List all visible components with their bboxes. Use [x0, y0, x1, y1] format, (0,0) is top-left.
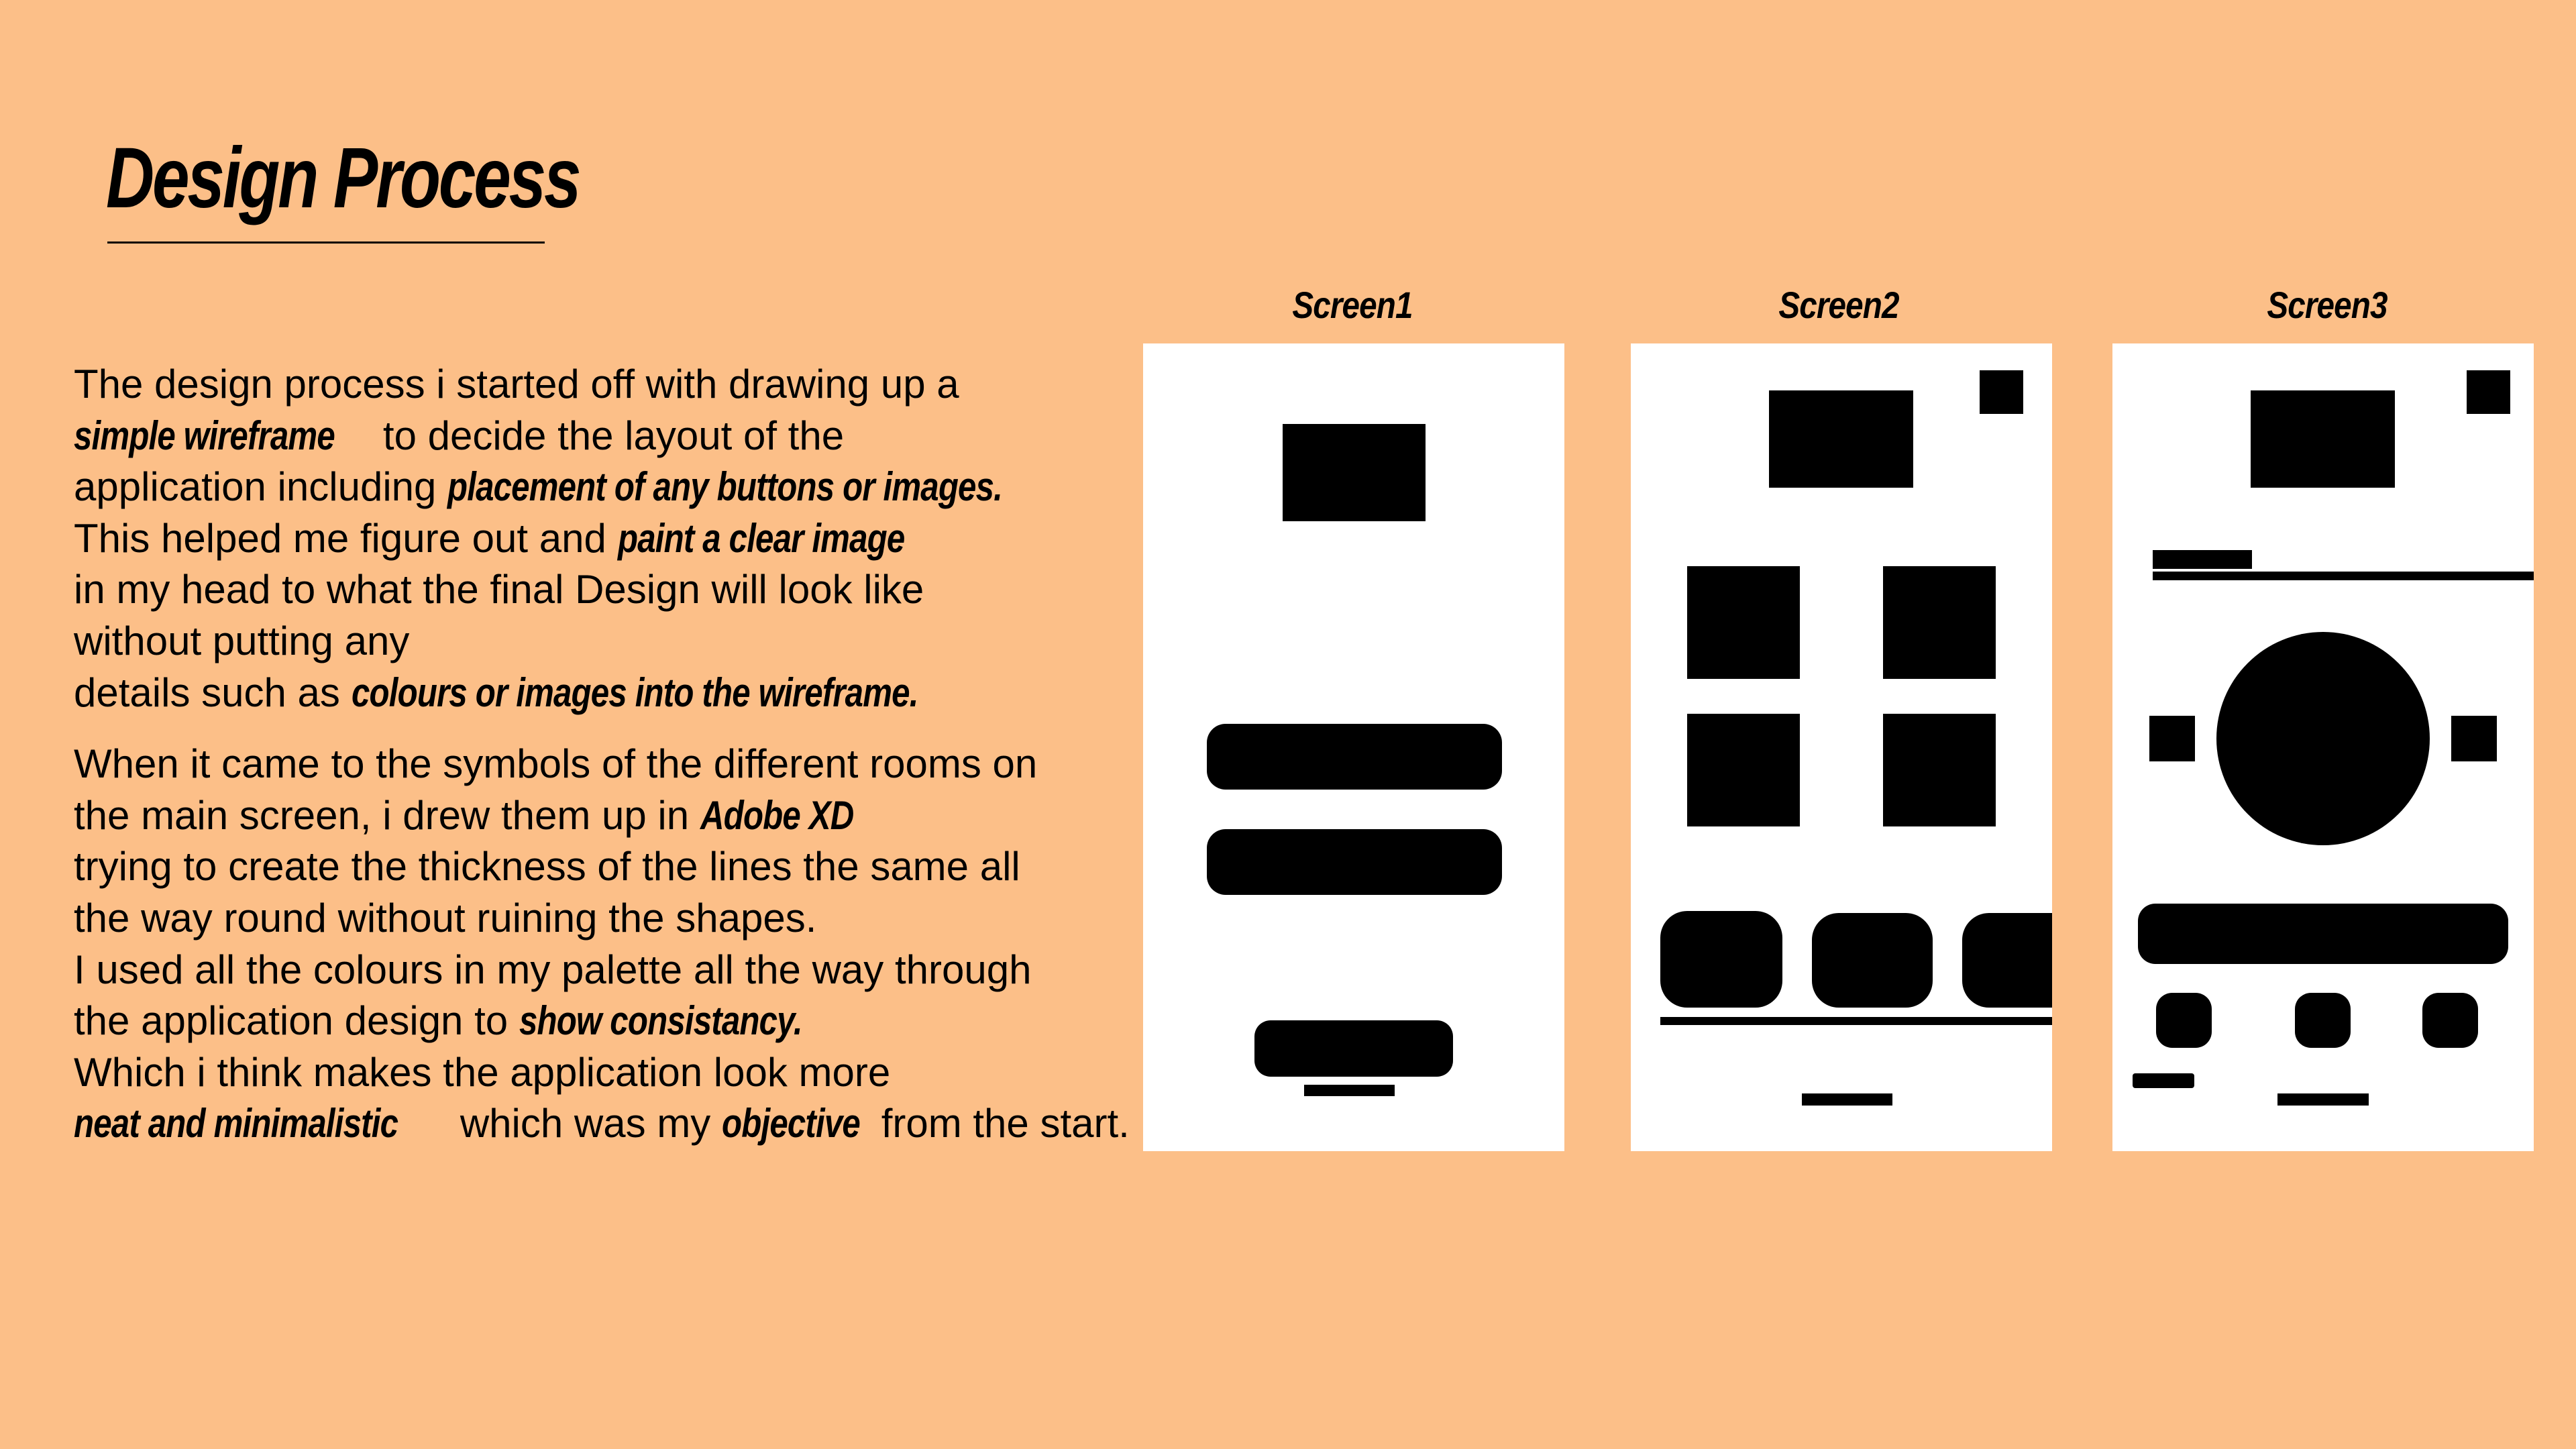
text-segment: This helped me figure out and — [74, 515, 618, 561]
card-placeholder — [1812, 913, 1933, 1008]
room-tile-placeholder — [1883, 566, 1996, 679]
divider-line — [2153, 572, 2534, 580]
divider-line — [1660, 1017, 2052, 1025]
button-placeholder — [2138, 904, 2508, 964]
input-placeholder — [1207, 724, 1502, 790]
text-segment: which was my — [449, 1101, 722, 1146]
text-line — [74, 513, 1134, 565]
text-segment: the application design to — [74, 998, 519, 1044]
icon-placeholder — [1980, 370, 2023, 414]
image-placeholder — [2251, 390, 2395, 488]
text-segment: When it came to the symbols of the different rooms on — [74, 741, 1038, 787]
button-placeholder — [1254, 1020, 1453, 1077]
option-placeholder — [2156, 993, 2212, 1048]
text-segment: the main screen, i drew them up in — [74, 792, 700, 838]
icon-placeholder — [2467, 370, 2510, 414]
label-placeholder — [2153, 550, 2252, 569]
input-placeholder — [1207, 829, 1502, 895]
text-segment: in my head to what the final Design will look like — [74, 567, 924, 612]
paragraph — [74, 739, 1134, 1150]
text-segment: Which i think makes the application look more — [74, 1049, 891, 1095]
text-segment: details such as — [74, 669, 352, 715]
link-placeholder — [2277, 1093, 2369, 1106]
screen2-label: Screen2 — [1778, 284, 1899, 326]
screen3-wireframe — [2112, 343, 2534, 1151]
screen1-label: Screen1 — [1292, 284, 1413, 326]
text-segment: The design process i started off with drawing up a — [74, 362, 959, 407]
option-placeholder — [2295, 993, 2351, 1048]
option-placeholder — [2422, 993, 2478, 1048]
card-placeholder — [1660, 911, 1782, 1008]
screen3-label: Screen3 — [2267, 284, 2387, 326]
text-line — [74, 739, 1134, 790]
paragraph — [74, 359, 1134, 718]
room-tile-placeholder — [1883, 714, 1996, 826]
emphasis-text: colours or images into the wireframe. — [351, 669, 918, 715]
card-placeholder — [1962, 913, 2052, 1008]
emphasis-text: simple wireframe — [74, 413, 335, 458]
text-segment: without putting any — [74, 618, 410, 663]
room-tile-placeholder — [1687, 714, 1800, 826]
text-line — [74, 1047, 1134, 1099]
text-segment: trying to create the thickness of the lines the same all — [74, 844, 1020, 890]
emphasis-text: Adobe XD — [700, 792, 854, 838]
text-segment: to decide the layout of the — [372, 413, 845, 458]
emphasis-text: show consistancy. — [519, 998, 802, 1044]
control-placeholder — [2149, 716, 2195, 761]
image-placeholder — [1283, 424, 1426, 521]
text-line — [74, 667, 1134, 719]
dial-placeholder — [2216, 632, 2430, 845]
text-line — [74, 841, 1134, 893]
text-line — [74, 564, 1134, 616]
text-line — [74, 411, 1134, 462]
link-placeholder — [1802, 1093, 1892, 1106]
screen1-wireframe — [1143, 343, 1564, 1151]
text-segment: I used all the colours in my palette all the way through — [74, 947, 1032, 992]
image-placeholder — [1769, 390, 1913, 488]
page-title: Design Process — [106, 130, 580, 226]
emphasis-text: paint a clear image — [617, 515, 904, 561]
emphasis-text: neat and minimalistic — [74, 1101, 398, 1146]
text-line — [74, 893, 1134, 945]
text-segment: application including — [74, 464, 448, 510]
screen2-wireframe — [1631, 343, 2052, 1151]
label-placeholder — [2133, 1073, 2194, 1088]
room-tile-placeholder — [1687, 566, 1800, 679]
text-segment: the way round without ruining the shapes. — [74, 895, 817, 941]
text-line — [74, 996, 1134, 1047]
emphasis-text: placement of any buttons or images. — [447, 464, 1003, 510]
emphasis-text: objective — [721, 1101, 860, 1146]
link-placeholder — [1304, 1085, 1395, 1096]
description-text — [74, 359, 1134, 1150]
control-placeholder — [2451, 716, 2497, 761]
text-line — [74, 1098, 1134, 1150]
title-underline — [107, 241, 545, 244]
text-line — [74, 616, 1134, 667]
text-line — [74, 790, 1134, 842]
text-line — [74, 945, 1134, 996]
text-segment: from the start. — [870, 1101, 1130, 1146]
text-line — [74, 359, 1134, 411]
text-line — [74, 462, 1134, 513]
